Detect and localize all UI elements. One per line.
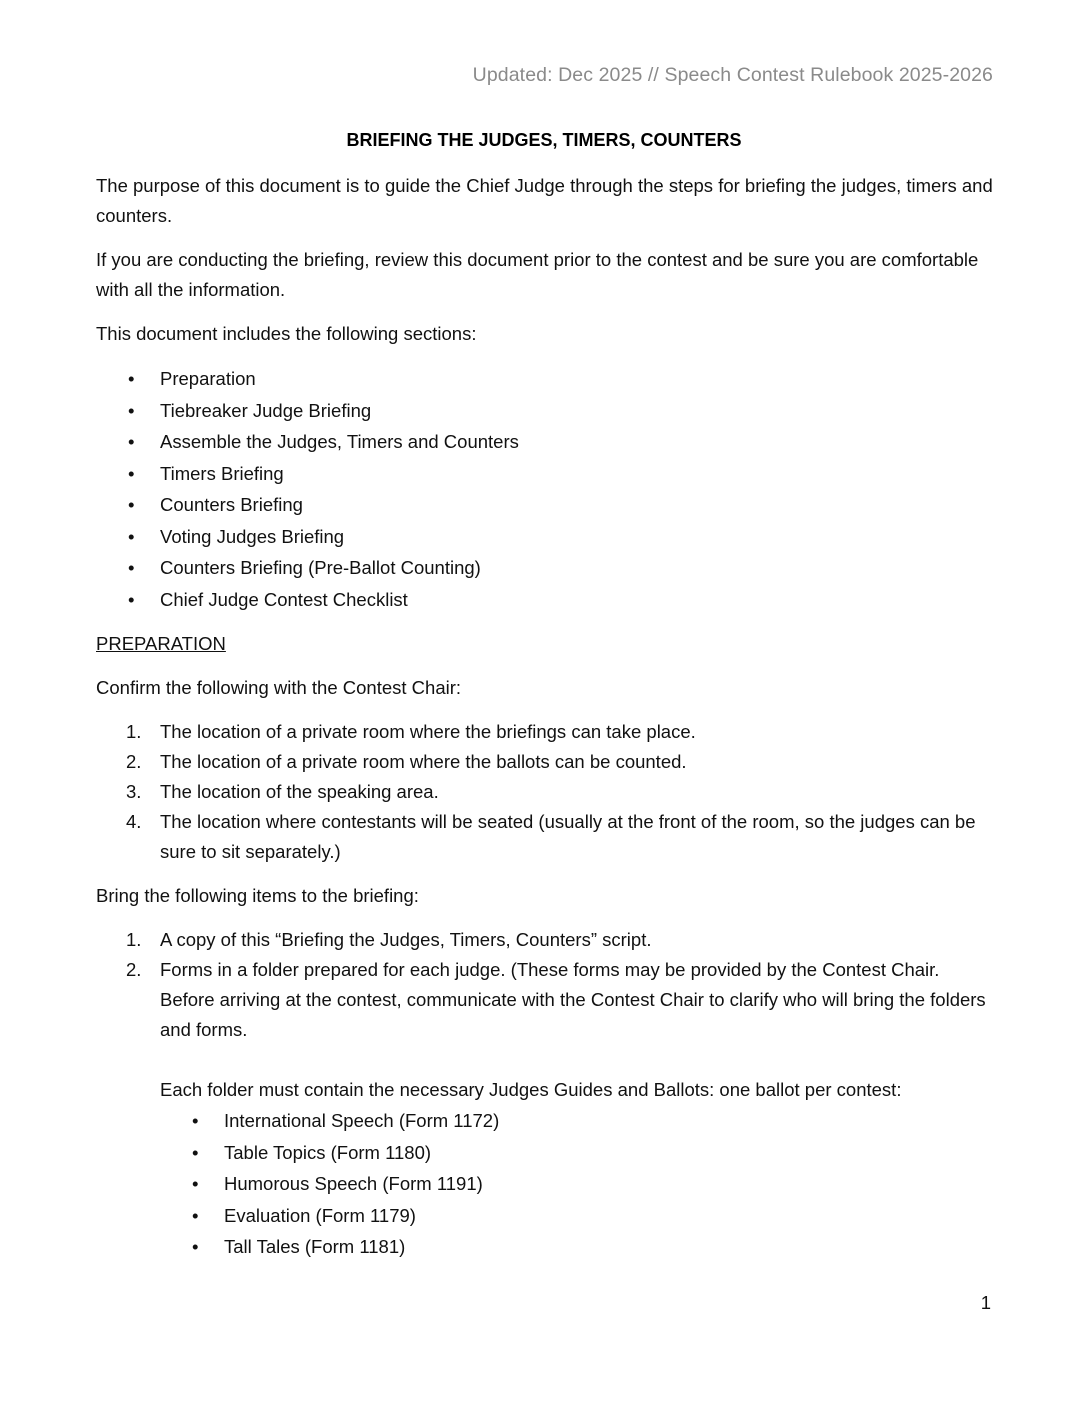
page-number: 1 <box>980 1292 991 1313</box>
list-item-text: The location of the speaking area. <box>160 781 439 802</box>
bring-intro: Bring the following items to the briefing: <box>96 885 419 906</box>
section-heading-preparation: PREPARATION <box>96 633 226 654</box>
confirm-intro: Confirm the following with the Contest Chair: <box>96 677 462 698</box>
list-number: 2. <box>126 751 142 772</box>
list-item <box>160 1105 996 1137</box>
list-item <box>96 925 996 955</box>
list-number: 3. <box>126 781 142 802</box>
list-item-text: Forms in a folder prepared for each judge. (These forms may be provided by the Contest Chair. Before arriving at the contest, communicate with the Contest Chair to clarify who will bring the folders and forms. <box>160 959 986 1040</box>
list-item-text: The location where contestants will be seated (usually at the front of the room, so the judges can be sure to sit separately.) <box>160 811 976 862</box>
document-body <box>96 171 996 1277</box>
list-item <box>96 363 996 395</box>
bullet-icon: • <box>192 1204 199 1226</box>
list-item-text: Chief Judge Contest Checklist <box>160 588 408 610</box>
list-item <box>96 717 996 747</box>
bring-list <box>96 925 996 1263</box>
list-item <box>96 521 996 553</box>
list-item <box>96 747 996 777</box>
bullet-icon: • <box>192 1173 199 1194</box>
list-number: 2. <box>126 959 142 980</box>
list-item <box>160 1200 996 1232</box>
list-item-text: Humorous Speech (Form 1191) <box>224 1173 483 1194</box>
intro-paragraph: If you are conducting the briefing, review this document prior to the contest and be sure you are comfortable with all the information. <box>96 249 979 300</box>
running-header: Updated: Dec 2025 // Speech Contest Rulebook 2025-2026 <box>472 64 993 86</box>
list-item <box>96 458 996 490</box>
list-item-text: A copy of this “Briefing the Judges, Timers, Counters” script. <box>160 929 652 950</box>
bullet-icon: • <box>128 494 135 515</box>
sections-list <box>96 363 996 615</box>
list-item-text: The location of a private room where the ballots can be counted. <box>160 751 687 772</box>
list-item-text: The location of a private room where the briefings can take place. <box>160 721 696 742</box>
list-item-text: Preparation <box>160 368 256 389</box>
bullet-icon: • <box>128 557 135 578</box>
bullet-icon: • <box>128 399 135 421</box>
list-item-text: Evaluation (Form 1179) <box>224 1204 416 1226</box>
list-item <box>96 426 996 458</box>
list-item <box>96 552 996 584</box>
list-number: 1. <box>126 721 142 742</box>
list-item-text: Counters Briefing <box>160 494 303 515</box>
bullet-icon: • <box>192 1236 199 1257</box>
bullet-icon: • <box>128 525 135 547</box>
list-item-text: Assemble the Judges, Timers and Counters <box>160 431 519 452</box>
list-item <box>96 395 996 427</box>
list-item <box>160 1168 996 1200</box>
list-item-text: Timers Briefing <box>160 462 284 484</box>
intro-paragraph: The purpose of this document is to guide the Chief Judge through the steps for briefing the judges, timers and counters. <box>96 175 993 226</box>
bullet-icon: • <box>192 1141 199 1163</box>
bullet-icon: • <box>128 431 135 452</box>
list-item <box>96 777 996 807</box>
confirm-list <box>96 717 996 867</box>
list-item-text: Counters Briefing (Pre-Ballot Counting) <box>160 557 481 578</box>
bullet-icon: • <box>192 1110 199 1131</box>
bullet-icon: • <box>128 588 135 610</box>
list-item-text: Table Topics (Form 1180) <box>224 1141 432 1163</box>
list-item-text: Tiebreaker Judge Briefing <box>160 399 372 421</box>
list-item <box>96 584 996 616</box>
forms-list <box>160 1105 996 1263</box>
bullet-icon: • <box>128 462 135 484</box>
list-item <box>96 489 996 521</box>
list-item <box>96 955 996 1263</box>
document-title: BRIEFING THE JUDGES, TIMERS, COUNTERS <box>346 130 742 150</box>
intro-paragraph: This document includes the following sections: <box>96 323 477 344</box>
list-item <box>96 807 996 867</box>
list-item-text: Voting Judges Briefing <box>160 525 345 547</box>
list-item <box>160 1231 996 1263</box>
list-number: 4. <box>126 811 142 832</box>
list-item <box>160 1137 996 1169</box>
list-item-text: International Speech (Form 1172) <box>224 1110 500 1131</box>
list-number: 1. <box>126 929 142 950</box>
bullet-icon: • <box>128 368 135 389</box>
folder-note: Each folder must contain the necessary Judges Guides and Ballots: one ballot per contest: <box>160 1079 902 1100</box>
list-item-text: Tall Tales (Form 1181) <box>224 1236 406 1257</box>
